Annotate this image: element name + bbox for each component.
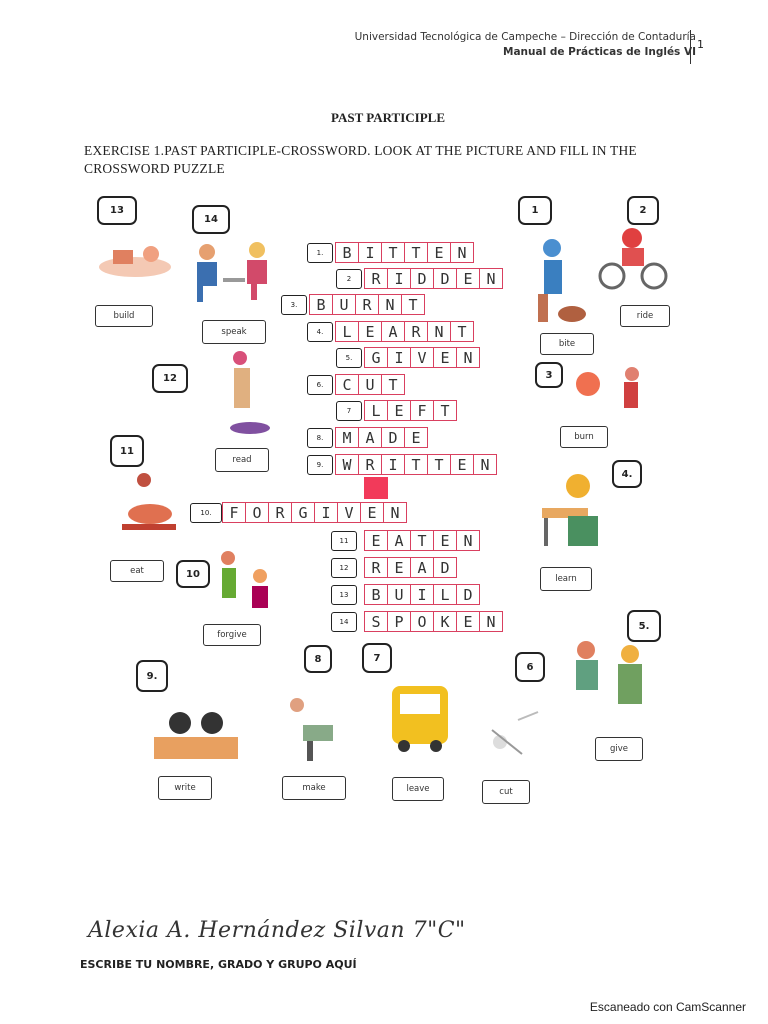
crossword-cell[interactable]: D [433,557,457,578]
crossword-cell[interactable]: F [410,400,434,421]
crossword-cell[interactable]: N [479,611,503,632]
crossword-cell[interactable]: S [364,611,388,632]
crossword-cell[interactable]: N [456,347,480,368]
crossword-cell[interactable]: I [358,242,382,263]
crossword-cell[interactable]: N [479,268,503,289]
crossword-row-14 [364,611,502,632]
verb-label-forgive: forgive [203,624,261,646]
making-illustration [283,695,343,770]
clue-number-6: 6. [307,375,333,395]
crossword-cell[interactable]: F [222,502,246,523]
picture-number-11: 11 [110,435,144,467]
crossword-cell[interactable]: I [387,347,411,368]
document-header [355,30,696,60]
crossword-row-12 [364,557,456,578]
crossword-cell[interactable]: L [364,400,388,421]
page-title: PAST PARTICIPLE [330,110,446,125]
crossword-cell[interactable]: R [364,557,388,578]
crossword-cell[interactable]: E [387,400,411,421]
picture-number-1: 1 [518,196,552,225]
crossword-cell[interactable]: A [381,321,405,342]
verb-label-read: read [215,448,269,472]
crossword-cell[interactable]: T [427,454,451,475]
eating-illustration [112,468,187,543]
crossword-cell[interactable]: I [314,502,338,523]
crossword-row-11 [364,530,479,551]
crossword-cell[interactable]: E [387,557,411,578]
cutting-illustration [478,700,543,765]
verb-label-build: build [95,305,153,327]
verb-label-leave: leave [392,777,444,801]
clue-number-7: 7 [336,401,362,421]
clue-number-9: 9. [307,455,333,475]
crossword-cell[interactable]: E [427,242,451,263]
clue-number-14: 14 [331,612,357,632]
crossword-cell[interactable]: N [427,321,451,342]
crossword-cell[interactable]: L [335,321,359,342]
crossword-cell[interactable]: C [335,374,359,395]
verb-label-make: make [282,776,346,800]
header-institution: Universidad Tecnológica de Campeche – Dirección de Contaduría [354,31,696,43]
crossword-cell[interactable]: I [387,268,411,289]
verb-label-write: write [158,776,212,800]
verb-label-give: give [595,737,643,761]
dog-biting-illustration [530,234,590,334]
verb-label-speak: speak [202,320,266,344]
verb-label-learn: learn [540,567,592,591]
clue-number-4: 4. [307,322,333,342]
crossword-cell[interactable]: T [401,294,425,315]
crossword-row-5 [364,347,479,368]
crossword-cell[interactable]: E [433,347,457,368]
picture-number-2: 2 [627,196,659,225]
crossword-row-2 [364,268,502,289]
giving-illustration [568,636,653,721]
crossword-cell[interactable]: A [358,427,382,448]
verb-label-eat: eat [110,560,164,582]
crossword-cell[interactable]: E [456,268,480,289]
crossword-cell[interactable]: E [358,321,382,342]
name-prompt: ESCRIBE TU NOMBRE, GRADO Y GRUPO AQUÍ [80,958,357,971]
crossword-row-6 [335,374,404,395]
crossword-cell[interactable]: V [337,502,361,523]
boy-riding-bike-illustration [598,224,668,296]
crossword-cell[interactable]: T [404,242,428,263]
header-manual: Manual de Prácticas de Inglés VI [503,46,696,58]
picture-number-5: 5. [627,610,661,642]
crossword-cell[interactable]: T [450,321,474,342]
crossword-cell[interactable]: R [364,268,388,289]
clue-number-13: 13 [331,585,357,605]
verb-label-bite: bite [540,333,594,355]
picture-number-6: 6 [515,652,545,682]
crossword-cell[interactable]: A [387,530,411,551]
crossword-cell[interactable]: A [410,557,434,578]
picture-number-14: 14 [192,205,230,234]
crossword-cell[interactable]: B [335,242,359,263]
crossword-cell[interactable]: R [355,294,379,315]
picture-number-13: 13 [97,196,137,225]
picture-number-8: 8 [304,645,332,673]
crossword-cell[interactable]: T [404,454,428,475]
crossword-cell[interactable]: T [433,400,457,421]
crossword-cell[interactable]: T [381,374,405,395]
crossword-cell[interactable]: R [268,502,292,523]
crossword-cell[interactable]: N [383,502,407,523]
exercise-instructions: EXERCISE 1.PAST PARTICIPLE-CROSSWORD. LOOK AT THE PICTURE AND FILL IN THE CROSSWORD PUZZLE [84,143,637,176]
crossword-cell[interactable]: E [433,530,457,551]
picture-number-3: 3 [535,362,563,388]
picture-number-4: 4. [612,460,642,488]
crossword-cell[interactable]: U [387,584,411,605]
burning-illustration [566,360,651,415]
reading-illustration [200,348,280,438]
construction-illustration [95,232,175,282]
crossword-cell[interactable]: R [404,321,428,342]
crossword-cell[interactable]: O [410,611,434,632]
forgiving-illustration [208,548,278,618]
scanner-watermark: Escaneado con CamScanner [589,1000,746,1014]
people-talking-illustration [185,238,280,308]
crossword-cell[interactable]: T [381,242,405,263]
picture-number-9: 9. [136,660,168,692]
clue-number-12: 12 [331,558,357,578]
crossword-cell[interactable]: I [410,584,434,605]
crossword-cell[interactable]: L [433,584,457,605]
crossword-cell[interactable]: E [364,530,388,551]
crossword-cell[interactable]: U [332,294,356,315]
crossword-cell[interactable]: E [456,611,480,632]
clue-number-8: 8. [307,428,333,448]
crossword-cell[interactable]: D [410,268,434,289]
crossword-cell[interactable]: G [364,347,388,368]
crossword-highlight-cell [364,477,388,499]
school-bus-illustration [388,678,452,756]
crossword-cell[interactable]: P [387,611,411,632]
crossword-cell[interactable]: E [360,502,384,523]
clue-number-11: 11 [331,531,357,551]
crossword-cell[interactable]: O [245,502,269,523]
crossword-cell[interactable]: N [473,454,497,475]
crossword-cell[interactable]: N [450,242,474,263]
crossword-cell[interactable]: E [404,427,428,448]
crossword-row-1 [335,242,473,263]
crossword-row-7 [364,400,456,421]
crossword-cell[interactable]: B [364,584,388,605]
picture-number-10: 10 [176,560,210,588]
children-writing-illustration [150,705,242,765]
crossword-cell[interactable]: D [381,427,405,448]
crossword-cell[interactable]: B [309,294,333,315]
crossword-cell[interactable]: U [358,374,382,395]
crossword-cell[interactable]: T [410,530,434,551]
crossword-cell[interactable]: K [433,611,457,632]
crossword-cell[interactable]: V [410,347,434,368]
verb-label-burn: burn [560,426,608,448]
crossword-cell[interactable]: I [381,454,405,475]
crossword-row-9 [335,454,496,475]
student-name-handwritten: Alexia A. Hernández Silvan 7"C" [88,918,466,943]
crossword-row-4 [335,321,473,342]
verb-label-cut: cut [482,780,530,804]
page-number: 1 [690,30,704,64]
verb-label-ride: ride [620,305,670,327]
clue-number-2: 2 [336,269,362,289]
crossword-cell[interactable]: E [450,454,474,475]
clue-number-10: 10. [190,503,222,523]
learning-illustration [532,472,607,557]
crossword-cell[interactable]: D [433,268,457,289]
crossword-row-10 [222,502,406,523]
crossword-row-8 [335,427,427,448]
crossword-row-13 [364,584,479,605]
picture-number-7: 7 [362,643,392,673]
crossword-cell[interactable]: D [456,584,480,605]
clue-number-3: 3. [281,295,307,315]
clue-number-5: 5. [336,348,362,368]
crossword-cell[interactable]: M [335,427,359,448]
crossword-row-3 [309,294,424,315]
crossword-cell[interactable]: N [456,530,480,551]
picture-number-12: 12 [152,364,188,393]
crossword-cell[interactable]: W [335,454,359,475]
crossword-cell[interactable]: R [358,454,382,475]
crossword-cell[interactable]: N [378,294,402,315]
crossword-cell[interactable]: G [291,502,315,523]
clue-number-1: 1. [307,243,333,263]
